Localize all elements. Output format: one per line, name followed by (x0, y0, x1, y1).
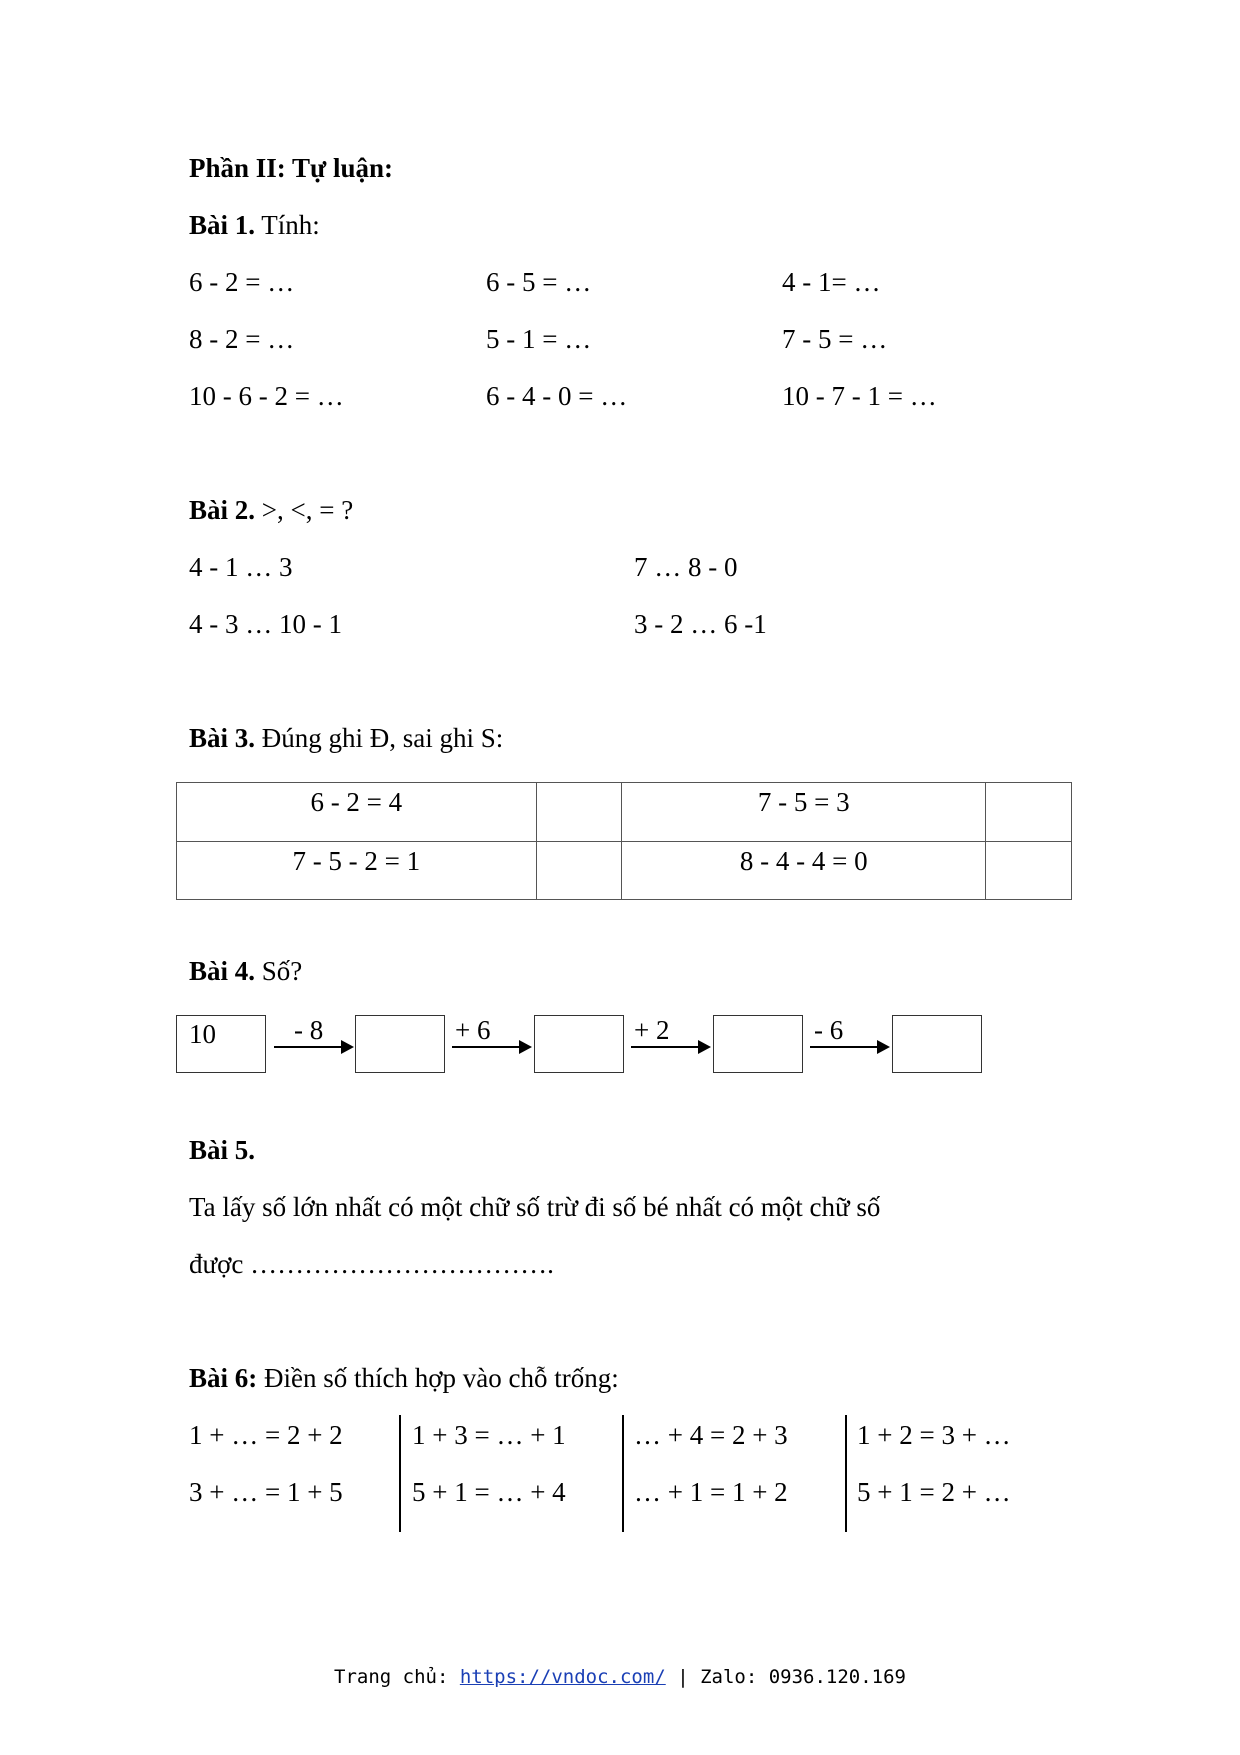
bai6-c4r2: 5 + 1 = 2 + … (857, 1477, 1011, 1507)
bai4-answer-box-1[interactable] (355, 1015, 445, 1073)
bai6-instruction: Điền số thích hợp vào chỗ trống: (264, 1363, 619, 1393)
bai2-instruction: >, <, = ? (261, 495, 354, 525)
bai1-label: Bài 1. (189, 210, 256, 240)
bai4-label: Bài 4. (189, 956, 256, 986)
bai5-line1: Ta lấy số lớn nhất có một chữ số trừ đi số bé nhất có một chữ số (189, 1192, 881, 1222)
bai3-heading (189, 725, 503, 752)
bai4-op-2: + 6 (455, 1015, 491, 1045)
bai6-c3r1: … + 4 = 2 + 3 (634, 1420, 788, 1450)
bai2-r1c2: 7 … 8 - 0 (634, 552, 738, 582)
bai4-start-value: 10 (189, 1019, 216, 1049)
bai4-op-1: - 8 (294, 1015, 324, 1045)
column-divider (399, 1415, 401, 1532)
bai4-op-4: - 6 (814, 1015, 844, 1045)
column-divider (622, 1415, 624, 1532)
bai6-c3r2: … + 1 = 1 + 2 (634, 1477, 788, 1507)
bai4-heading (189, 958, 302, 985)
bai1-r2c1: 8 - 2 = … (189, 324, 295, 354)
bai6-heading (189, 1365, 619, 1392)
bai4-answer-box-4[interactable] (892, 1015, 982, 1073)
bai3-table (176, 782, 1072, 900)
bai6-c2r1: 1 + 3 = … + 1 (412, 1420, 566, 1450)
bai5-label: Bài 5. (189, 1135, 256, 1165)
bai3-answer-cell[interactable] (986, 783, 1072, 842)
bai5-line2: được ……………………………. (189, 1249, 554, 1279)
footer-contact: Zalo: 0936.120.169 (700, 1666, 906, 1688)
footer-separator: | (665, 1666, 701, 1688)
bai1-heading (189, 212, 320, 239)
bai6-c1r2: 3 + … = 1 + 5 (189, 1477, 343, 1507)
bai1-instruction: Tính: (261, 210, 320, 240)
bai6-c4r1: 1 + 2 = 3 + … (857, 1420, 1011, 1450)
bai1-r2c3: 7 - 5 = … (782, 324, 888, 354)
bai2-label: Bài 2. (189, 495, 256, 525)
bai1-r1c1: 6 - 2 = … (189, 267, 295, 297)
bai6-c1r1: 1 + … = 2 + 2 (189, 1420, 343, 1450)
page-footer (0, 1668, 1240, 1687)
bai2-r1c1: 4 - 1 … 3 (189, 552, 293, 582)
bai6-label: Bài 6: (189, 1363, 258, 1393)
bai1-r3c1: 10 - 6 - 2 = … (189, 381, 344, 411)
bai4-start-box (176, 1015, 266, 1073)
bai4-answer-box-2[interactable] (534, 1015, 624, 1073)
bai1-r3c3: 10 - 7 - 1 = … (782, 381, 937, 411)
footer-home-link[interactable]: https://vndoc.com/ (459, 1666, 666, 1688)
arrow-right-icon (452, 1046, 530, 1048)
table-row (177, 841, 1072, 900)
bai1-r2c2: 5 - 1 = … (486, 324, 592, 354)
bai4-op-3: + 2 (634, 1015, 670, 1045)
part-heading: Phần II: Tự luận: (189, 153, 394, 183)
bai2-heading (189, 497, 353, 524)
column-divider (845, 1415, 847, 1532)
arrow-right-icon (274, 1046, 352, 1048)
footer-prefix: Trang chủ: (334, 1666, 460, 1688)
bai6-c2r2: 5 + 1 = … + 4 (412, 1477, 566, 1507)
bai3-answer-cell[interactable] (986, 841, 1072, 900)
arrow-right-icon (631, 1046, 709, 1048)
bai4-answer-box-3[interactable] (713, 1015, 803, 1073)
bai3-label: Bài 3. (189, 723, 256, 753)
bai1-r1c3: 4 - 1= … (782, 267, 881, 297)
bai3-cell-expr: 8 - 4 - 4 = 0 (622, 841, 986, 900)
bai4-instruction: Số? (261, 956, 303, 986)
bai3-cell-expr: 6 - 2 = 4 (177, 783, 537, 842)
table-row (177, 783, 1072, 842)
bai2-r2c1: 4 - 3 … 10 - 1 (189, 609, 342, 639)
bai1-r3c2: 6 - 4 - 0 = … (486, 381, 628, 411)
bai3-instruction: Đúng ghi Đ, sai ghi S: (261, 723, 504, 753)
bai1-r1c2: 6 - 5 = … (486, 267, 592, 297)
bai3-answer-cell[interactable] (536, 841, 622, 900)
bai2-r2c2: 3 - 2 … 6 -1 (634, 609, 767, 639)
bai3-cell-expr: 7 - 5 - 2 = 1 (177, 841, 537, 900)
arrow-right-icon (810, 1046, 888, 1048)
bai3-cell-expr: 7 - 5 = 3 (622, 783, 986, 842)
bai3-answer-cell[interactable] (536, 783, 622, 842)
